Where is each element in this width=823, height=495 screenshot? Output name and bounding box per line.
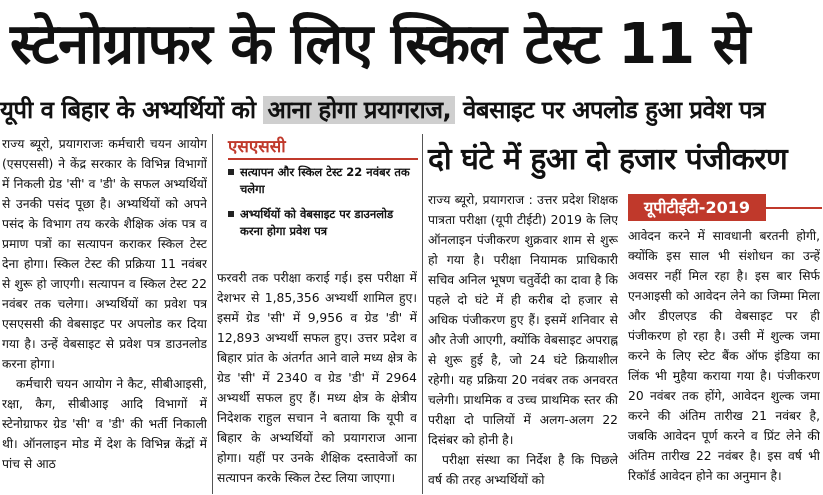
second-story-column-2 <box>628 226 820 495</box>
left-paragraph-2: कर्मचारी चयन आयोग ने कैट, सीबीआइसी, रक्षा, कैग, सीबीआइ आदि विभागों में स्टेनोग्राफर ग्रेड 'सी' व 'डी' की भर्ती निकाली थी। ऑनलाइन मोड में देश के विभिन्न केंद्रों में पांच से आठ <box>2 377 207 471</box>
second-story-paragraph-3: आवेदन करने में सावधानी बरतनी होगी, क्योंकि इस साल भी संशोधन का उन्हें अवसर नहीं मिल रहा है। इस बार सिर्फ एनआइसी को आवेदन लेने का जिम्मा मिला और डीएलएड की वेबसाइट पर ही पंजीकरण हो रहा है। उसी में शुल्क जमा करने के लिए स्टेट बैंक ऑफ इंडिया का लिंक भी मुहैया कराया गया है। पंजीकरण 20 नवंबर तक होंगे, आवेदन शुल्क जमा करने की अंतिम तारीख 21 नवंबर है, जबकि आवेदन पूर्ण करने व प्रिंट लेने की अंतिम तारीख 22 नवंबर है। इस वर्ष भी रिकॉर्ड आवेदन होने का अनुमान है। <box>628 229 820 483</box>
second-story-paragraph-1: राज्य ब्यूरो, प्रयागराज : उत्तर प्रदेश शिक्षक पात्रता परीक्षा (यूपी टीईटी) 2019 के लिए ऑनलाइन पंजीकरण शुक्रवार शाम से शुरू हो गया है। परीक्षा नियामक प्राधिकारी सचिव अनिल भूषण चतुर्वेदी का दावा है कि पहले दो घंटे में ही करीब दो हजार से अधिक पंजीकरण हुए हैं। इसमें शनिवार से और तेजी आएगी, क्योंकि वेबसाइट अपराह्न से शुरू हुई है, जो 24 घंटे क्रियाशील रहेगी। यह प्रक्रिया 20 नवंबर तक अनवरत चलेगी। प्राथमिक व उच्च प्राथमिक स्तर की परीक्षा दो पालियों में अलग-अलग 22 दिसंबर को होनी है। <box>428 193 618 447</box>
subheadline-after: वेबसाइट पर अपलोड हुआ प्रवेश पत्र <box>455 96 765 124</box>
second-story-headline: दो घंटे में हुआ दो हजार पंजीकरण <box>428 142 788 177</box>
left-paragraph-1: राज्य ब्यूरो, प्रयागराजः कर्मचारी चयन आयोग (एसएससी) ने केंद्र सरकार के विभिन्न विभागों में निकली ग्रेड 'सी' व 'डी' के सफल अभ्यर्थियों से उनकी पसंद पूछा है। अभ्यर्थियों को अपने पसंद के विभाग तय करके शैक्षिक अंक पत्र व प्रमाण पत्रों का सत्यापन कराकर स्किल टेस्ट देना होगा। स्किल टेस्ट की प्रक्रिया 11 नवंबर से शुरू हो जाएगी। सत्यापन व स्किल टेस्ट 22 नवंबर तक चलेगा। अभ्यर्थियों का प्रवेश पत्र एसएससी की वेबसाइट पर अपलोड कर दिया गया है। उन्हें वेबसाइट से प्रवेश पत्र डाउनलोड करना होगा। <box>2 137 207 371</box>
middle-column <box>217 268 417 495</box>
left-column <box>2 134 207 495</box>
uptet-rule <box>766 207 822 209</box>
subheadline-before: यूपी व बिहार के अभ्यर्थियों को <box>0 96 264 124</box>
main-headline: स्टेनोग्राफर के लिए स्किल टेस्ट 11 से <box>10 12 750 77</box>
column-divider-2 <box>422 134 423 494</box>
ssc-bullets <box>228 164 418 248</box>
second-story-column-1 <box>428 190 618 495</box>
ssc-bullet-2: अभ्यर्थियों को वेबसाइट पर डाउनलोड करना होगा प्रवेश पत्र <box>228 206 418 240</box>
middle-paragraph-1: फरवरी तक परीक्षा कराई गई। इस परीक्षा में देशभर से 1,85,356 अभ्यर्थी शामिल हुए। इसमें ग्रेड 'सी' में 9,956 व ग्रेड 'डी' में 12,893 अभ्यर्थी सफल हुए। उत्तर प्रदेश व बिहार प्रांत के अंतर्गत आने वाले मध्य क्षेत्र के ग्रेड 'सी' में 2340 व ग्रेड 'डी' में 2964 अभ्यर्थी सफल हुए हैं। मध्य क्षेत्र के क्षेत्रीय निदेशक राहुल सचान ने बताया कि यूपी व बिहार के अभ्यर्थियों को प्रयागराज आना होगा। यहीं पर उनके शैक्षिक दस्तावेजों का सत्यापन करके स्किल टेस्ट लिया जाएगा। <box>217 271 417 485</box>
second-story-paragraph-2: परीक्षा संस्था का निर्देश है कि पिछले वर्ष की तरह अभ्यर्थियों को <box>428 453 618 487</box>
ssc-label: एसएससी <box>228 136 418 160</box>
subheadline <box>0 92 823 128</box>
ssc-bullet-1: सत्यापन और स्किल टेस्ट 22 नवंबर तक चलेगा <box>228 164 418 198</box>
column-divider-1 <box>212 134 213 494</box>
subheadline-highlight: आना होगा प्रयागराज, <box>263 96 455 124</box>
uptet-tag: यूपीटीईटी-2019 <box>628 194 766 221</box>
